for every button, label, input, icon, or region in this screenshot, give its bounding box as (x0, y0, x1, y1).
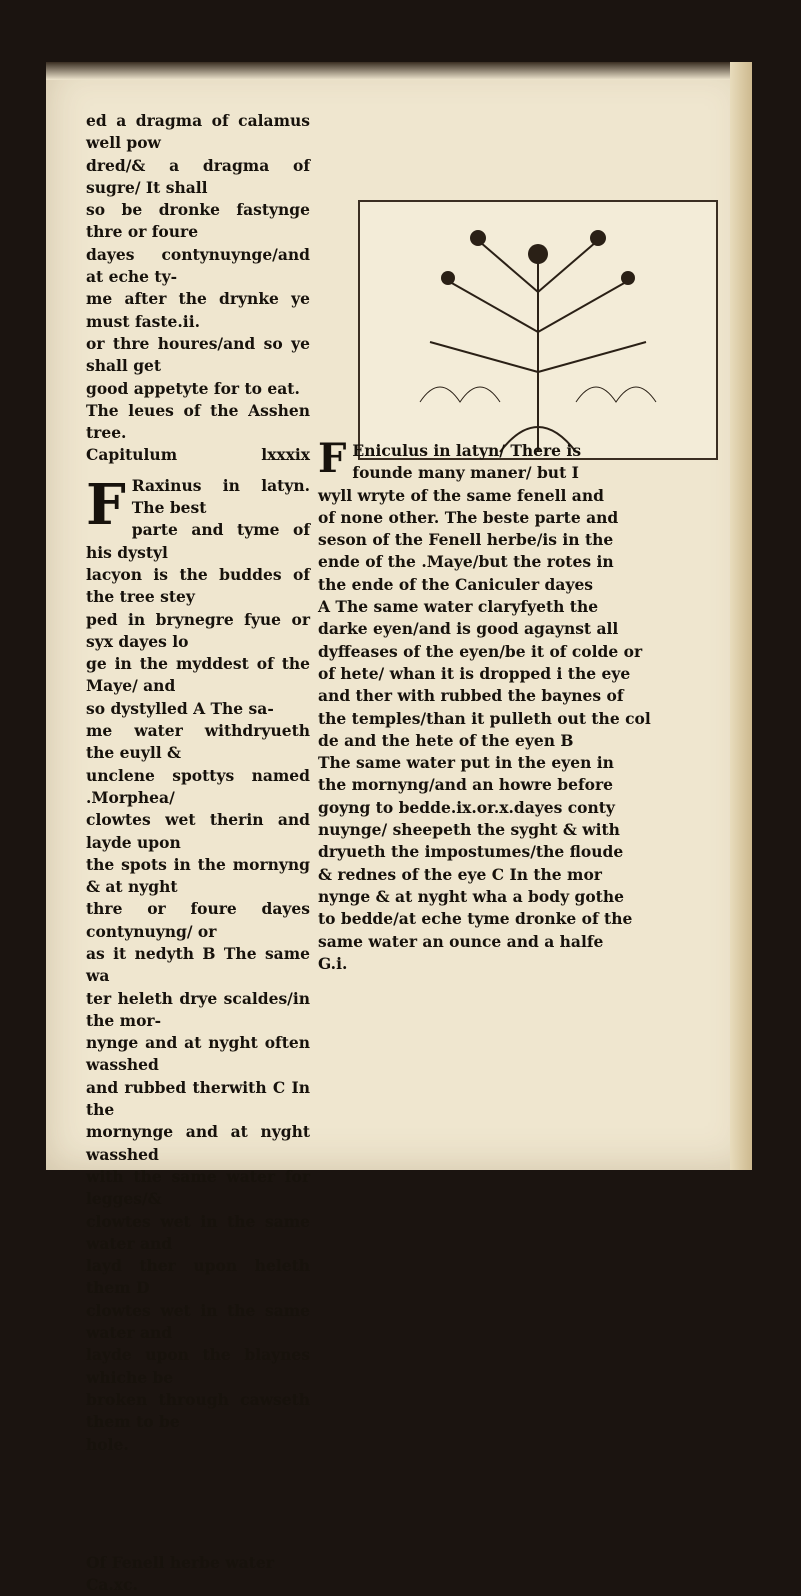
body-line: layde upon the blaynes whiche be (86, 1345, 310, 1387)
intro-line: or thre houres/and so ye shall get (86, 333, 310, 376)
body-line: seson of the Fenell herbe/is in the (318, 530, 614, 550)
body-line: The same water put in the eyen in (318, 753, 614, 773)
intro-line: good appetyte for to eat. (86, 378, 300, 398)
body-line: ge in the myddest of the Maye/ and (86, 654, 310, 696)
body-line: lacyon is the buddes of the tree stey (86, 564, 310, 607)
body-line: nynge & at nyght wha a body gothe (318, 886, 624, 906)
body-line: layd ther upon heleth them D (86, 1256, 310, 1298)
body-line: & rednes of the eye C In the mor (318, 864, 602, 884)
body-line: A The same water claryfyeth the (318, 597, 599, 617)
body-line: the ende of the Caniculer dayes (318, 574, 594, 594)
intro-line: dayes contynuynge/and at eche ty- (86, 244, 310, 287)
body-line: ende of the .Maye/but the rotes in (318, 552, 614, 572)
body-line: of none other. The beste parte and (318, 507, 619, 527)
body-line: clowtes wet therin and layde upon (86, 810, 310, 852)
body-line: nuynge/ sheepeth the syght & with (318, 820, 620, 840)
next-chapter-heading: Of Fenell herbe water Ca.xc. (86, 1552, 274, 1595)
body-line: unclene spottys named .Morphea/ (86, 765, 310, 807)
body-line: broken through cawseth them to be (86, 1389, 310, 1432)
page-top-edge (46, 62, 752, 80)
intro-line: dred/& a dragma of sugre/ It shall (86, 155, 310, 197)
body-line: goyng to bedde.ix.or.x.dayes conty (318, 797, 615, 817)
body-line: of hete/ whan it is dropped i the eye (318, 663, 631, 683)
body-line: with the same water for legges/& (86, 1166, 310, 1209)
chapter-label: Capitulum (86, 445, 178, 465)
body-line: to bedde/at eche tyme dronke of the (318, 909, 633, 929)
body-line: and rubbed therwith C In the (86, 1077, 310, 1120)
body-line: mornynge and at nyght wasshed (86, 1122, 310, 1164)
body-line: clowtes wet in the same water and (86, 1300, 310, 1343)
body-line: me water withdryueth the euyll & (86, 721, 310, 763)
intro-line: me after the drynke ye must faste.ii. (86, 289, 310, 331)
body-line: parte and tyme of his dystyl (86, 520, 310, 562)
book-page (46, 62, 752, 1595)
drop-cap: F (86, 471, 126, 538)
body-line: Eniculus in latyn/ There is (352, 441, 582, 460)
body-line: clowtes wet in the same water and (86, 1211, 310, 1253)
body-line: the spots in the mornyng & at nyght (86, 854, 310, 897)
right-column (318, 435, 670, 975)
body-line: dryueth the impostumes/the floude (318, 842, 624, 862)
body-line: de and the hete of the eyen B (318, 730, 574, 750)
body-line: the mornyng/and an howre before (318, 775, 613, 795)
drop-cap: F (318, 435, 347, 482)
chapter-body (86, 471, 310, 1456)
page-gutter (730, 62, 752, 1170)
body-line: darke eyen/and is good agaynst all (318, 619, 619, 639)
chapter-heading (86, 444, 310, 466)
body-line: and ther with rubbed the baynes of (318, 686, 624, 706)
body-line: so dystylled A The sa- (86, 698, 274, 718)
intro-line: so be dronke fastynge thre or foure (86, 200, 310, 242)
body-line: ped in brynegre fyue or syx dayes lo (86, 609, 310, 651)
section-title: The leues of the Asshen tree. (86, 400, 310, 443)
intro-line: ed a dragma of calamus well pow (86, 111, 310, 153)
chapter-number: lxxxix (261, 445, 310, 465)
fennel-woodcut-illustration (358, 200, 718, 460)
body-line: wyll wryte of the same fenell and (318, 485, 604, 505)
fennel-plant-icon (360, 202, 716, 458)
left-column (86, 110, 310, 1596)
body-line: the temples/than it pulleth out the col (318, 708, 651, 728)
body-line: as it nedyth B The same wa (86, 943, 310, 986)
body-line: nynge and at nyght often wasshed (86, 1033, 310, 1075)
body-line: same water an ounce and a halfe (318, 931, 604, 951)
body-line: ter heleth drye scaldes/in the mor- (86, 988, 310, 1030)
signature-mark: G.i. (318, 953, 348, 973)
body-line: thre or foure dayes contynuyng/ or (86, 899, 310, 941)
body-line: Raxinus in latyn. The best (131, 475, 310, 518)
body-line: founde many maner/ but I (352, 463, 579, 483)
body-line: dyffeases of the eyen/be it of colde or (318, 641, 643, 661)
body-line: hole. (86, 1434, 129, 1454)
